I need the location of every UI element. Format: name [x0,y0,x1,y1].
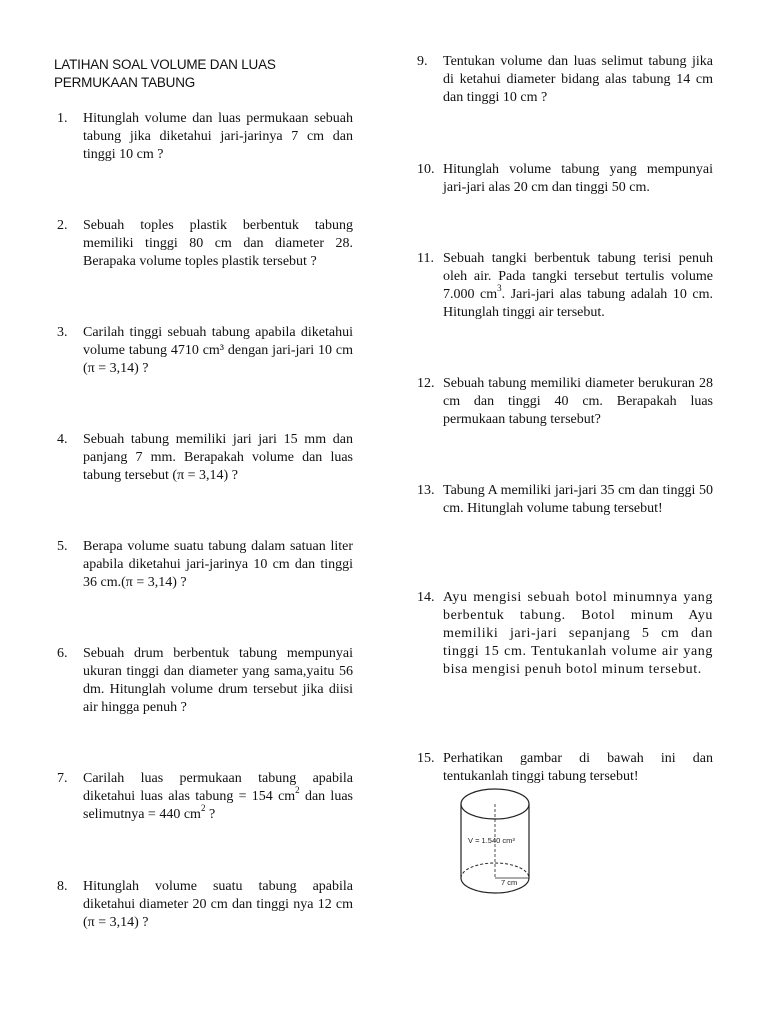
question-8 [57,878,353,932]
cylinder-figure [455,785,535,897]
question-number: 5. [57,539,68,554]
question-text: Hitunglah volume dan luas permukaan sebuah tabung jika diketahui jari-jarinya 7 cm dan tinggi 10 cm ? [83,111,353,162]
question-number: 1. [57,111,68,126]
question-1 [57,110,353,164]
question-text: Perhatikan gambar di bawah ini dan tentukanlah tinggi tabung tersebut! [443,751,713,784]
question-text: Sebuah tabung memiliki jari jari 15 mm dan panjang 7 mm. Berapakah volume dan luas tabung tersebut (π = 3,14) ? [83,432,353,483]
question-text: Sebuah tabung memiliki diameter berukuran 28 cm dan tinggi 40 cm. Berapakah luas permukaan tabung tersebut? [443,376,713,427]
cylinder-bottom-front-arc [461,878,529,893]
question-14 [417,589,713,679]
question-text: Tentukan volume dan luas selimut tabung jika di ketahui diameter bidang alas tabung 14 cm dan tinggi 10 cm ? [443,54,713,105]
question-text: Hitunglah volume suatu tabung apabila diketahui diameter 20 cm dan tinggi nya 12 cm (π = 3,14) ? [83,879,353,930]
question-11 [417,250,713,322]
question-12 [417,375,713,429]
question-text: Sebuah toples plastik berbentuk tabung memiliki tinggi 80 cm dan diameter 28. Berapaka volume toples plastik tersebut ? [83,218,353,269]
question-3 [57,324,353,378]
radius-label: 7 cm [501,878,518,887]
question-number: 3. [57,325,68,340]
question-number: 2. [57,218,68,233]
question-text [443,250,713,322]
superscript: 3 [497,283,502,294]
question-number: 13. [417,483,435,498]
question-2 [57,217,353,271]
question-7 [57,770,353,824]
question-text: Hitunglah volume tabung yang mempunyai jari-jari alas 20 cm dan tinggi 50 cm. [443,162,713,195]
question-text: Tabung A memiliki jari-jari 35 cm dan tinggi 50 cm. Hitunglah volume tabung tersebut! [443,483,713,516]
question-text-part: dan luas selimutnya = 440 cm [83,789,353,822]
title-line-2: PERMUKAAN TABUNG [54,75,196,90]
question-text [83,770,353,824]
question-10 [417,161,713,197]
question-number: 14. [417,590,435,605]
question-5 [57,538,353,592]
question-6 [57,645,353,717]
volume-label: V = 1.540 cm³ [468,836,515,845]
question-number: 6. [57,646,68,661]
question-number: 9. [417,54,428,69]
question-text: Sebuah drum berbentuk tabung mempunyai ukuran tinggi dan diameter yang sama,yaitu 56 dm. Hitunglah volume drum tersebut jika diisi air hingga penuh ? [83,646,353,715]
question-number: 11. [417,251,434,266]
question-number: 15. [417,751,435,766]
question-number: 4. [57,432,68,447]
question-4 [57,431,353,485]
title-line-1: LATIHAN SOAL VOLUME DAN LUAS [54,57,276,72]
question-9 [417,53,713,107]
question-text-part: ? [205,807,216,822]
superscript: 2 [295,785,300,796]
superscript: 2 [200,803,206,814]
question-text-part: Carilah luas permukaan tabung apabila diketahui luas alas tabung = 154 cm [83,771,353,804]
question-13 [417,482,713,518]
question-number: 7. [57,771,68,786]
question-text-part: Sebuah tangki berbentuk tabung terisi penuh oleh air. Pada tangki tersebut tertulis volume 7.000 cm [443,251,713,302]
question-number: 12. [417,376,435,391]
question-text: Ayu mengisi sebuah botol minumnya yang berbentuk tabung. Botol minum Ayu memiliki jari-jari sepanjang 5 cm dan tinggi 15 cm. Tentukanlah volume air yang bisa mengisi penuh botol minum tersebut. [443,590,713,677]
question-text: Berapa volume suatu tabung dalam satuan liter apabila diketahui jari-jarinya 10 cm dan tinggi 36 cm.(π = 3,14) ? [83,539,353,590]
worksheet-title [54,56,354,92]
question-15 [417,750,713,786]
question-number: 8. [57,879,68,894]
question-text-part: . Jari-jari alas tabung adalah 10 cm. Hitunglah tinggi air tersebut. [443,287,713,320]
question-text: Carilah tinggi sebuah tabung apabila diketahui volume tabung 4710 cm³ dengan jari-jari 10 cm (π = 3,14) ? [83,325,353,376]
question-number: 10. [417,162,435,177]
